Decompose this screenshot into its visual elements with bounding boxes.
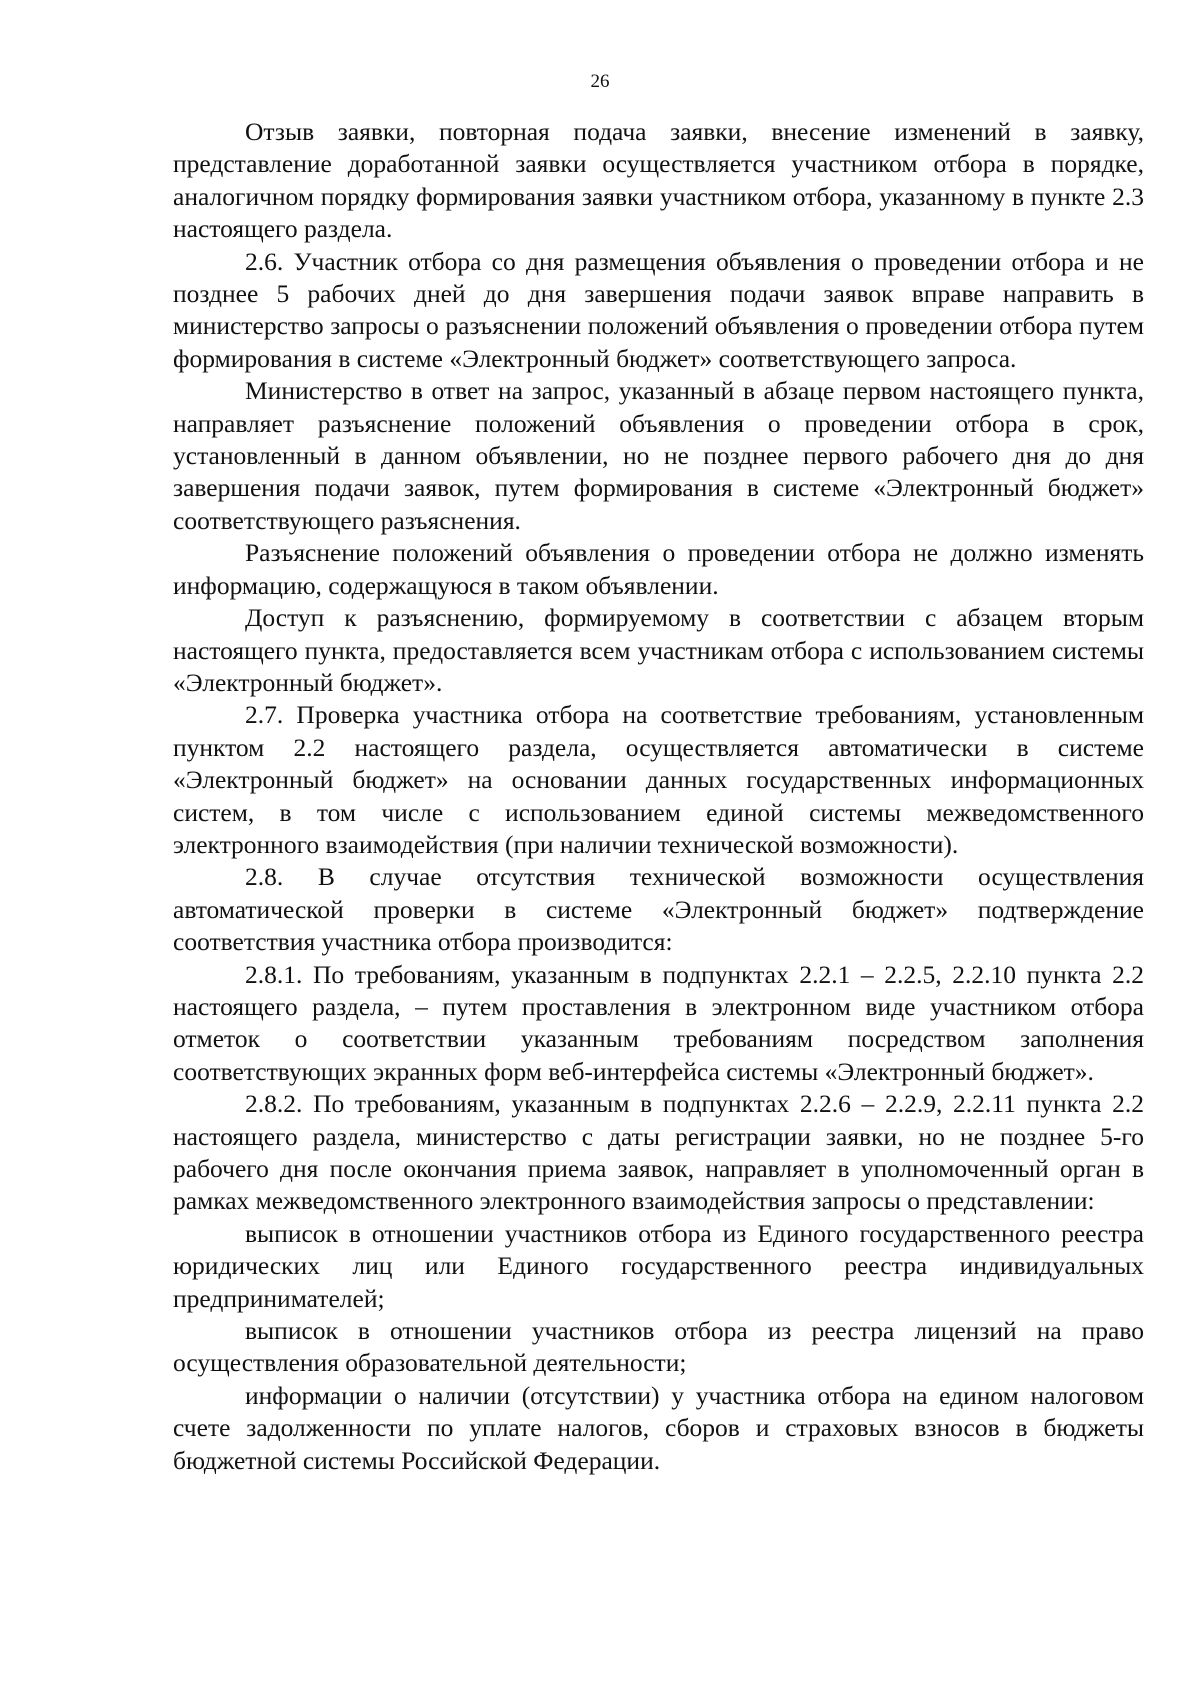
paragraph-ministry-response: Министерство в ответ на запрос, указанный в абзаце первом настоящего пункта, направляет разъяснение положений объявления о проведении отбора в срок, установленный в данном объявлении, но не позднее первого рабочего дня до дня завершения подачи заявок, путем формирования в системе «Электронный бюджет» соответствующего разъяснения. — [173, 376, 1144, 535]
paragraph-2-8-1: 2.8.1. По требованиям, указанным в подпунктах 2.2.1 – 2.2.5, 2.2.10 пункта 2.2 настоящего раздела, – путем проставления в электронном виде участником отбора отметок о соответствии указанным требованиям посредством заполнения соответствующих экранных форм веб-интерфейса системы «Электронный бюджет». — [173, 959, 1144, 1086]
document-body — [173, 116, 1144, 1477]
paragraph-withdrawal: Отзыв заявки, повторная подача заявки, внесение изменений в заявку, представление доработанной заявки осуществляется участником отбора в порядке, аналогичном порядку формирования заявки участником отбора, указанному в пункте 2.3 настоящего раздела. — [173, 117, 1144, 244]
paragraph-clarification-access: Доступ к разъяснению, формируемому в соответствии с абзацем вторым настоящего пункта, предоставляется всем участникам отбора с использованием системы «Электронный бюджет». — [173, 603, 1144, 697]
paragraph-2-8: 2.8. В случае отсутствия технической возможности осуществления автоматической проверки в системе «Электронный бюджет» подтверждение соответствия участника отбора производится: — [173, 862, 1144, 957]
list-item-license-extracts: выписок в отношении участников отбора из реестра лицензий на право осуществления образовательной деятельности; — [173, 1316, 1144, 1378]
paragraph-2-6: 2.6. Участник отбора со дня размещения объявления о проведении отбора и не позднее 5 рабочих дней до дня завершения подачи заявок вправе направить в министерство запросы о разъяснении положений объявления о проведении отбора путем формирования в системе «Электронный бюджет» соответствующего запроса. — [173, 246, 1144, 373]
paragraph-2-8-2: 2.8.2. По требованиям, указанным в подпунктах 2.2.6 – 2.2.9, 2.2.11 пункта 2.2 настоящего раздела, министерство с даты регистрации заявки, но не позднее 5-го рабочего дня после окончания приема заявок, направляет в уполномоченный орган в рамках межведомственного электронного взаимодействия запросы о представлении: — [173, 1089, 1144, 1216]
list-item-tax-debt-info: информации о наличии (отсутствии) у участника отбора на едином налоговом счете задолженности по уплате налогов, сборов и страховых взносов в бюджеты бюджетной системы Российской Федерации. — [173, 1380, 1144, 1475]
page-number: 26 — [590, 71, 610, 92]
paragraph-2-7: 2.7. Проверка участника отбора на соответствие требованиям, установленным пунктом 2.2 настоящего раздела, осуществляется автоматически в системе «Электронный бюджет» на основании данных государственных информационных систем, в том числе с использованием единой системы межведомственного электронного взаимодействия (при наличии технической возможности). — [173, 700, 1144, 859]
list-item-registry-extracts: выписок в отношении участников отбора из Единого государственного реестра юридических лиц или Единого государственного реестра индивидуальных предпринимателей; — [173, 1218, 1144, 1313]
paragraph-clarification-limit: Разъяснение положений объявления о проведении отбора не должно изменять информацию, содержащуюся в таком объявлении. — [173, 538, 1144, 600]
